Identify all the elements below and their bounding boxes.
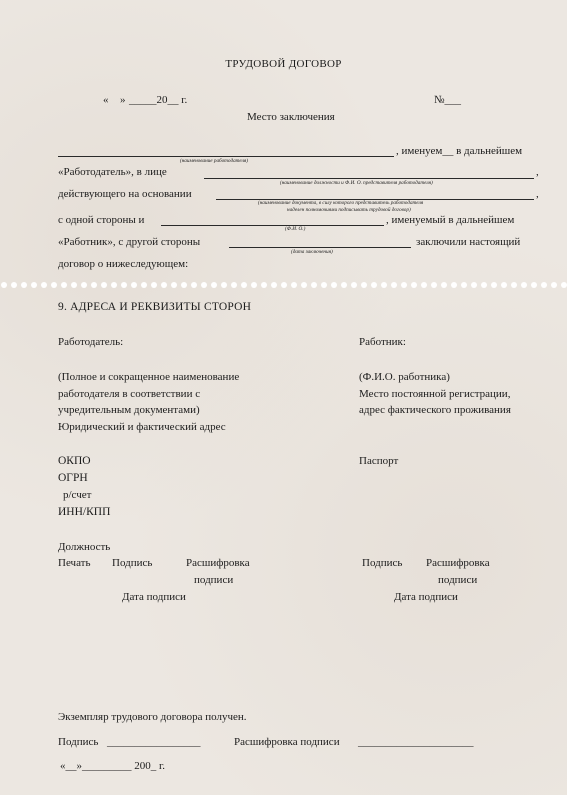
row1-note: (наименование работодателя) — [180, 158, 248, 164]
employee-desc-3: адрес фактического проживания — [359, 404, 511, 416]
perforation-dot — [461, 282, 467, 288]
perforation-dot — [201, 282, 207, 288]
perforation-dot — [331, 282, 337, 288]
perforation-dot — [511, 282, 517, 288]
perforation-dot — [231, 282, 237, 288]
perforation-dot — [121, 282, 127, 288]
employee-label: Работник: — [359, 336, 406, 348]
perforation-dot — [161, 282, 167, 288]
place-label: Место заключения — [247, 111, 335, 123]
employee-decode-label: Расшифровка — [426, 557, 490, 569]
row1-tail: , именуем__ в дальнейшем — [396, 145, 523, 157]
employer-desc-1: (Полное и сокращенное наименование — [58, 371, 240, 383]
perforation-dot — [431, 282, 437, 288]
perforation-dot — [391, 282, 397, 288]
perforation-dot — [21, 282, 27, 288]
row5-note: (дата заключения) — [291, 249, 333, 255]
perforation-dot — [271, 282, 277, 288]
contract-title: ТРУДОВОЙ ДОГОВОР — [225, 58, 342, 70]
perforation-dot — [521, 282, 527, 288]
employer-label: Работодатель: — [58, 336, 124, 348]
contract-date-line — [229, 247, 411, 248]
perforation-dot — [291, 282, 297, 288]
perforation-dot — [361, 282, 367, 288]
receipt-text: Экземпляр трудового договора получен. — [58, 711, 247, 723]
receipt-sign-label: Подпись — [58, 736, 99, 748]
date-open-quote: « — [103, 94, 109, 106]
perforation-dot — [341, 282, 347, 288]
perforation-dot — [401, 282, 407, 288]
row5-start: «Работник», с другой стороны — [58, 236, 201, 248]
receipt-decode-label: Расшифровка подписи — [234, 736, 340, 748]
employer-decode-label-2: подписи — [194, 574, 234, 586]
perforation-dot — [411, 282, 417, 288]
employee-name-line — [161, 225, 384, 226]
perforation-dot — [41, 282, 47, 288]
perforation-dot — [181, 282, 187, 288]
perforation-dot — [31, 282, 37, 288]
employer-desc-4: Юридический и фактический адрес — [58, 421, 226, 433]
perforation-dot — [1, 282, 7, 288]
row5-tail: заключили настоящий — [416, 236, 521, 248]
receipt-sign-line: _________________ — [107, 736, 201, 748]
perforation-dot — [491, 282, 497, 288]
perforation-dot — [421, 282, 427, 288]
perforation-dot — [531, 282, 537, 288]
employer-desc-3: учредительным документами) — [58, 404, 200, 416]
okpo-label: ОКПО — [58, 455, 91, 467]
perforation-dot — [51, 282, 57, 288]
perforation-dot — [541, 282, 547, 288]
representative-line — [204, 178, 534, 179]
row4-start: с одной стороны и — [58, 214, 145, 226]
employer-date-label: Дата подписи — [122, 591, 186, 603]
perforation-dot — [71, 282, 77, 288]
row3-note-2: наделен полномочиями подписывать трудовой договор) — [287, 207, 411, 213]
perforation-dot — [371, 282, 377, 288]
perforation-dot — [11, 282, 17, 288]
receipt-decode-line: _____________________ — [358, 736, 474, 748]
perforation-dot — [381, 282, 387, 288]
perforation-dot — [101, 282, 107, 288]
inn-kpp-label: ИНН/КПП — [58, 506, 111, 518]
perforation-dot — [281, 282, 287, 288]
perforation-dot — [141, 282, 147, 288]
employee-date-label: Дата подписи — [394, 591, 458, 603]
passport-label: Паспорт — [359, 455, 399, 467]
employee-desc-2: Место постоянной регистрации, — [359, 388, 511, 400]
account-label: р/счет — [63, 489, 92, 501]
section-heading: 9. АДРЕСА И РЕКВИЗИТЫ СТОРОН — [58, 301, 252, 313]
perforation-dot — [551, 282, 557, 288]
employee-sign-label: Подпись — [362, 557, 403, 569]
perforation-dot — [351, 282, 357, 288]
row4-note: (Ф.И. О.) — [285, 226, 306, 232]
perforation-dot — [241, 282, 247, 288]
perforation-dot — [321, 282, 327, 288]
ogrn-label: ОГРН — [58, 472, 88, 484]
perforation-dot — [171, 282, 177, 288]
row3-note-1: (наименование документа, в силу которого представитель работодателя — [258, 200, 424, 206]
perforation-divider — [0, 281, 567, 289]
employer-sign-label: Подпись — [112, 557, 153, 569]
perforation-dot — [211, 282, 217, 288]
perforation-dot — [91, 282, 97, 288]
row6: договор о нижеследующем: — [58, 258, 189, 270]
perforation-dot — [111, 282, 117, 288]
contract-date-field: _____20__ г. — [129, 94, 188, 106]
row2-start: «Работодатель», в лице — [58, 166, 167, 178]
employee-desc-1: (Ф.И.О. работника) — [359, 371, 450, 383]
employer-desc-2: работодателя в соответствии с — [58, 388, 201, 400]
perforation-dot — [481, 282, 487, 288]
perforation-dot — [131, 282, 137, 288]
seal-label: Печать — [58, 557, 91, 569]
receipt-date: «__»_________ 200_ г. — [60, 760, 166, 772]
row2-tail: , — [536, 166, 539, 178]
row2-note: (наименование должности и Ф.И. О. представителя работодателя) — [280, 180, 433, 186]
contract-number: №___ — [434, 94, 461, 106]
perforation-dot — [451, 282, 457, 288]
perforation-dot — [471, 282, 477, 288]
row3-start: действующего на основании — [58, 188, 192, 200]
perforation-dot — [221, 282, 227, 288]
position-label: Должность — [58, 541, 111, 553]
perforation-dot — [251, 282, 257, 288]
employer-decode-label: Расшифровка — [186, 557, 250, 569]
perforation-dot — [301, 282, 307, 288]
perforation-dot — [61, 282, 67, 288]
perforation-dot — [441, 282, 447, 288]
perforation-dot — [561, 282, 567, 288]
perforation-dot — [311, 282, 317, 288]
row3-tail: , — [536, 188, 539, 200]
employee-decode-label-2: подписи — [438, 574, 478, 586]
employer-name-line — [58, 156, 394, 157]
perforation-dot — [81, 282, 87, 288]
perforation-dot — [501, 282, 507, 288]
perforation-dot — [191, 282, 197, 288]
row4-tail: , именуемый в дальнейшем — [386, 214, 515, 226]
perforation-dot — [261, 282, 267, 288]
perforation-dot — [151, 282, 157, 288]
date-close-quote: » — [120, 94, 126, 106]
